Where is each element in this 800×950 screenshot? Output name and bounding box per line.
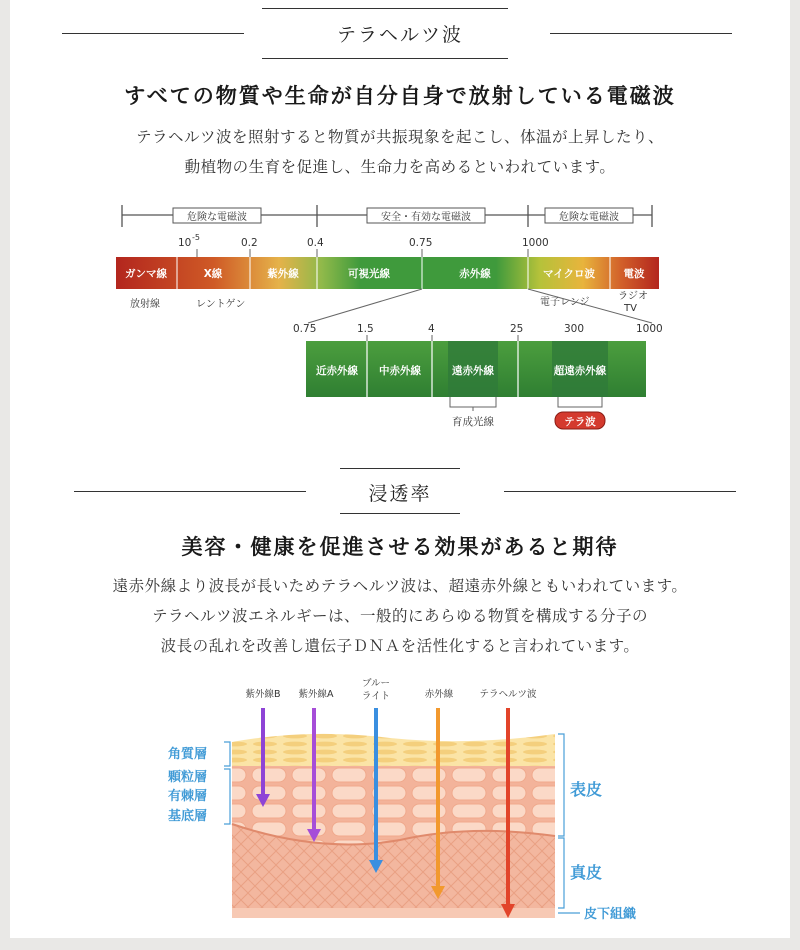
ray-labels	[245, 678, 537, 702]
title2-top-rule	[340, 468, 460, 469]
layer-label-epidermis: 表皮	[570, 780, 603, 799]
ir-tick-1000: 1000	[636, 323, 663, 335]
ir-tick-0-75: 0.75	[293, 323, 317, 335]
skin-diagram	[10, 676, 790, 936]
ray-label-terahertz: テラヘルツ波	[479, 689, 537, 700]
ir-tick-4: 4	[428, 323, 435, 335]
sub-label-xray-photo: レントゲン	[196, 299, 246, 310]
sub-label-tv: TV	[624, 303, 637, 314]
wavelength-ticks	[178, 233, 549, 249]
tick-1000: 1000	[522, 237, 549, 249]
ir-band-mid: 中赤外線	[379, 365, 421, 377]
section1-body-line-1: テラヘルツ波を照射すると物質が共振現象を起こし、体温が上昇したり、	[135, 128, 664, 146]
left-layer-labels	[168, 746, 207, 824]
ir-tick-300: 300	[564, 323, 585, 335]
ir-sub-label-growth-ray: 育成光線	[452, 416, 494, 428]
ray-label-uvb: 紫外線B	[245, 689, 281, 700]
ir-tick-25: 25	[510, 323, 524, 335]
section1-heading: すべての物質や生命が自分自身で放射している電磁波	[124, 84, 676, 108]
band-uv: 紫外線	[267, 268, 299, 280]
band-xray: X線	[203, 268, 223, 280]
tick-0-4: 0.4	[307, 237, 324, 249]
band-gamma: ガンマ線	[125, 268, 167, 280]
ir-tick-1-5: 1.5	[357, 323, 374, 335]
layer-label-horny: 角質層	[168, 747, 208, 762]
title-bottom-rule	[262, 58, 508, 59]
tera-badge-label: テラ波	[564, 416, 596, 428]
ir-band-near: 近赤外線	[316, 365, 358, 377]
sub-label-radio: ラジオ	[618, 291, 648, 302]
ray-label-light: ライト	[361, 691, 391, 702]
right-layer-labels	[570, 780, 636, 922]
section-title-terahertz: テラヘルツ波	[336, 24, 463, 46]
spectrum-diagram	[10, 195, 790, 435]
tick-0-2: 0.2	[241, 237, 258, 249]
band-microwave: マイクロ波	[542, 268, 596, 280]
layer-label-dermis: 真皮	[570, 863, 603, 882]
ir-ticks	[293, 323, 663, 335]
section2-body-line-1: 遠赤外線より波長が長いためテラヘルツ波は、超遠赤外線ともいわれています。	[112, 577, 688, 595]
section2-body-line-3: 波長の乱れを改善し遺伝子ＤＮＡを活性化すると言われています。	[160, 637, 640, 655]
layer-label-basal: 基底層	[168, 809, 208, 824]
layer-label-subcutis: 皮下組織	[584, 907, 637, 922]
ir-band-ultra-far: 超遠赤外線	[553, 365, 607, 377]
layer-label-spinous: 有棘層	[168, 789, 208, 804]
range-labels	[173, 208, 633, 223]
tick-0-75: 0.75	[409, 237, 433, 249]
tick-1e-5: 10	[178, 237, 192, 249]
title2-bottom-rule	[340, 513, 460, 514]
page-card	[10, 0, 790, 938]
title-top-rule	[262, 8, 508, 9]
layer-label-granular: 顆粒層	[168, 770, 208, 785]
section-title-penetration: 浸透率	[368, 483, 432, 505]
section2-body-line-2: テラヘルツ波エネルギーは、一般的にあらゆる物質を構成する分子の	[151, 607, 648, 625]
range-label-danger-right: 危険な電磁波	[559, 212, 619, 223]
range-label-safe: 安全・有効な電磁波	[381, 212, 471, 223]
tick-exponent: -5	[192, 233, 200, 242]
band-infrared: 赤外線	[459, 268, 491, 280]
band-labels	[125, 267, 645, 280]
band-visible: 可視光線	[348, 268, 390, 280]
sub-label-radiation: 放射線	[130, 299, 160, 310]
sub-label-microwave-oven: 電子レンジ	[540, 297, 590, 308]
band-radio: 電波	[623, 268, 645, 280]
ray-label-infrared: 赤外線	[424, 689, 454, 700]
band-sub-labels	[130, 290, 648, 314]
ray-label-blue: ブルー	[361, 678, 391, 689]
ray-label-uva: 紫外線A	[298, 689, 334, 700]
ir-band-far: 遠赤外線	[452, 365, 494, 377]
range-label-danger-left: 危険な電磁波	[187, 212, 247, 223]
section2-heading: 美容・健康を促進させる効果があると期待	[181, 535, 619, 559]
section1-body-line-2: 動植物の生育を促進し、生命力を高めるといわれています。	[184, 158, 616, 176]
